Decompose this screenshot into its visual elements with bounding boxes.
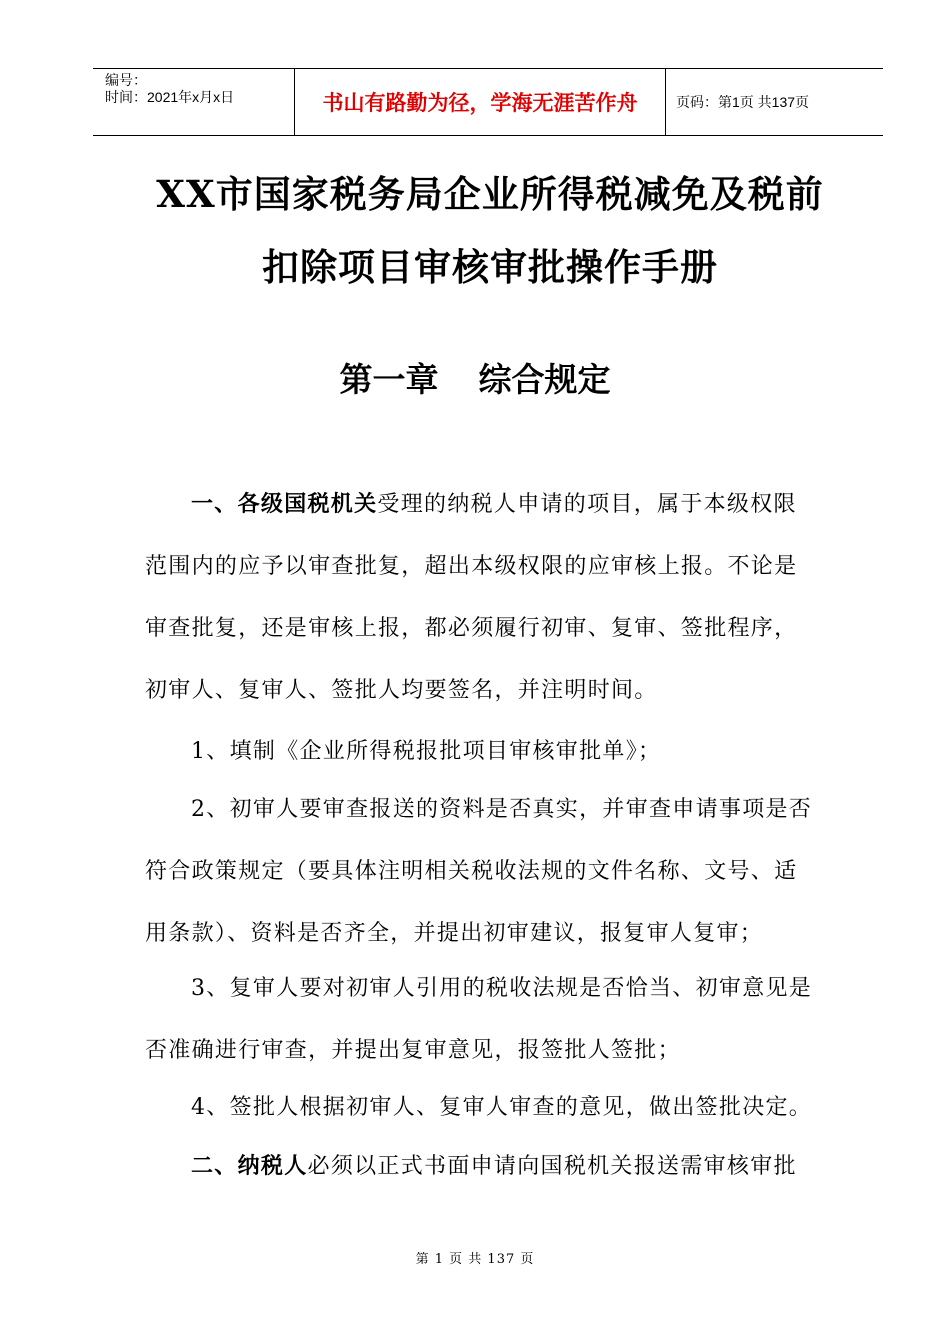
header-meta [93,69,295,135]
list-item: 3、复审人要对初审人引用的税收法规是否恰当、初审意见是 [191,976,813,1001]
chapter-heading [0,354,950,401]
paragraph-text: 必须以正式书面申请向国税机关报送需审核审批 [307,1154,797,1179]
paragraph-line: 用条款）、资料是否齐全，并提出初审建议，报复审人复审； [145,921,764,946]
chapter-number: 第一章 [339,360,439,399]
page-footer: 第 1 页 共 137 页 [415,1252,535,1267]
header-page-info: 页码：第1页 共137页 [676,94,810,110]
paragraph-lead: 二、纳税人 [191,1154,308,1179]
list-item: 1、填制《企业所得税报批项目审核审批单》； [191,739,662,764]
paragraph-lead: 一、各级国税机关 [191,492,378,517]
paragraph-line: 初审人、复审人、签批人均要签名，并注明时间。 [145,678,658,703]
document-header [93,68,883,136]
paragraph-line [191,487,881,518]
header-motto: 书山有路勤为径，学海无涯苦作舟 [295,69,666,135]
list-item: 2、初审人要审查报送的资料是否真实，并审查申请事项是否 [191,797,813,822]
paragraph-text: 受理的纳税人申请的项目，属于本级权限 [377,492,797,517]
time-label: 时间：2021年x月x日 [105,89,235,105]
chapter-name: 综合规定 [478,360,611,399]
paragraph-line: 范围内的应予以审查批复，超出本级权限的应审核上报。不论是 [145,554,798,579]
document-title-line1: XX市国家税务局企业所得税减免及税前 [156,172,824,216]
paragraph-line [191,1149,881,1180]
list-item: 4、签批人根据初审人、复审人审查的意见，做出签批决定。 [191,1095,813,1120]
paragraph-line: 否准确进行审查，并提出复审意见，报签批人签批； [145,1038,681,1063]
paragraph-line: 审查批复，还是审核上报，都必须履行初审、复审、签批程序， [145,616,798,641]
paragraph-line: 符合政策规定（要具体注明相关税收法规的文件名称、文号、适 [145,859,798,884]
document-title-line2: 扣除项目审核审批操作手册 [262,245,718,289]
number-label: 编号： [105,72,147,88]
